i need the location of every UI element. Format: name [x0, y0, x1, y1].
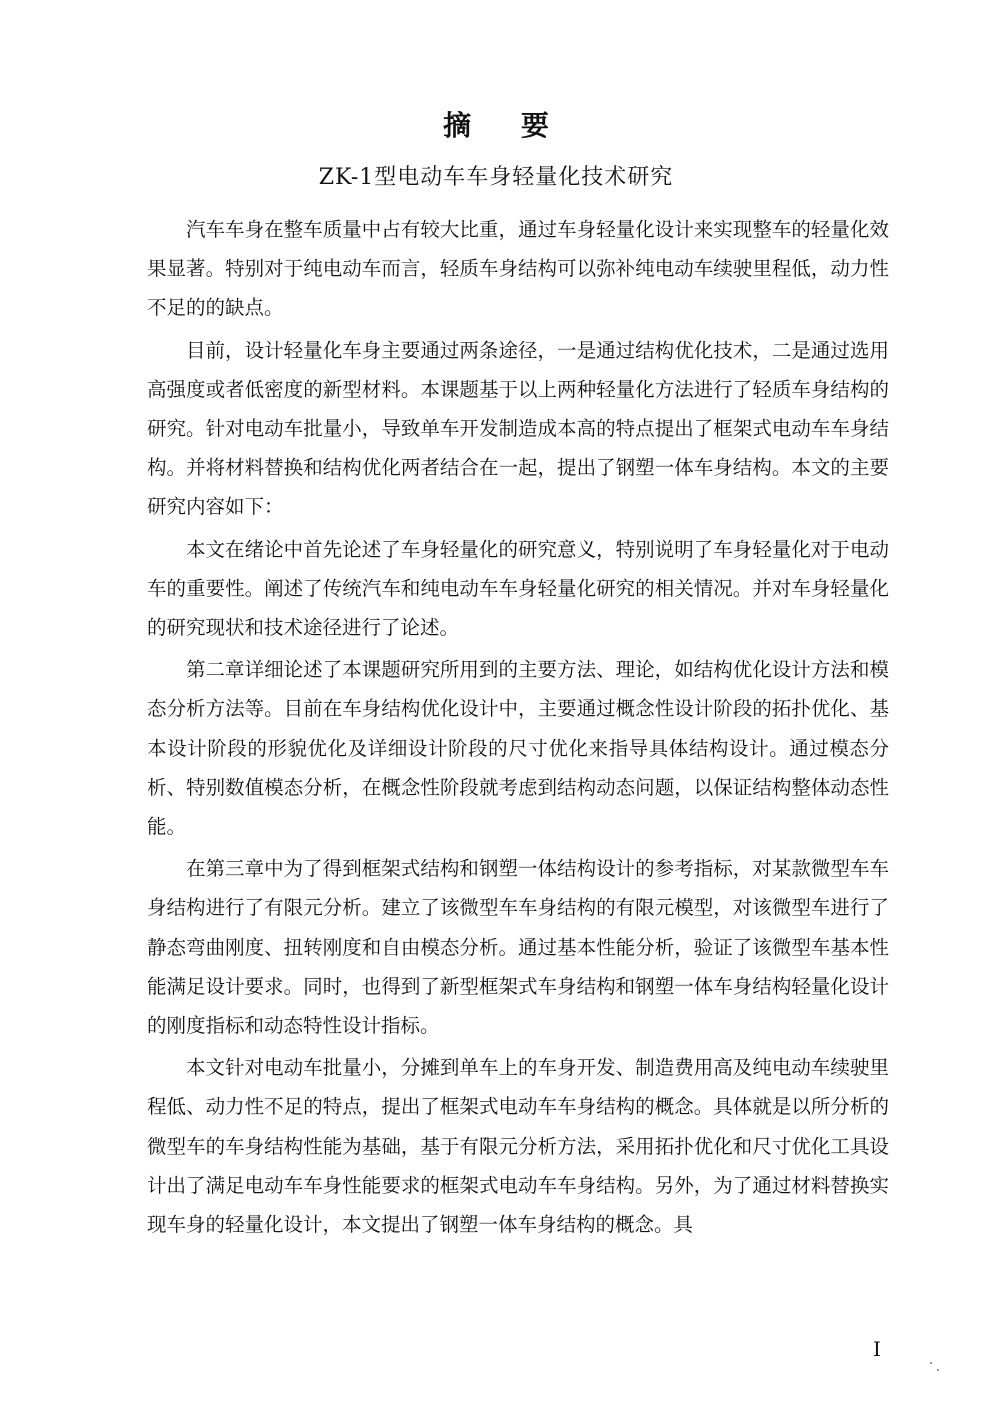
- scan-speck: [937, 1369, 939, 1371]
- abstract-body: [147, 210, 889, 1247]
- scan-speck: [930, 1362, 932, 1364]
- thesis-title: ZK-1型电动车车身轻量化技术研究: [318, 165, 674, 190]
- paragraph: 本文针对电动车批量小，分摊到单车上的车身开发、制造费用高及纯电动车续驶里程低、动力性不足的特点，提出了框架式电动车车身结构的概念。具体就是以所分析的微型车的车身结构性能为基础，基于有限元分析方法，采用拓扑优化和尺寸优化工具设计出了满足电动车车身性能要求的框架式电动车车身结构。另外，为了通过材料替换实现车身的轻量化设计，本文提出了钢塑一体车身结构的概念。具: [147, 1056, 889, 1237]
- paragraph: 第二章详细论述了本课题研究所用到的主要方法、理论，如结构优化设计方法和模态分析方法等。目前在车身结构优化设计中，主要通过概念性设计阶段的拓扑优化、基本设计阶段的形貌优化及详细设计阶段的尺寸优化来指导具体结构设计。通过模态分析、特别数值模态分析，在概念性阶段就考虑到结构动态问题，以保证结构整体动态性能。: [147, 658, 889, 839]
- paragraph: 汽车车身在整车质量中占有较大比重，通过车身轻量化设计来实现整车的轻量化效果显著。特别对于纯电动车而言，轻质车身结构可以弥补纯电动车续驶里程低，动力性不足的的缺点。: [147, 218, 889, 320]
- paragraph: 在第三章中为了得到框架式结构和钢塑一体结构设计的参考指标，对某款微型车车身结构进行了有限元分析。建立了该微型车车身结构的有限元模型，对该微型车进行了静态弯曲刚度、扭转刚度和自由模态分析。通过基本性能分析，验证了该微型车基本性能满足设计要求。同时，也得到了新型框架式车身结构和钢塑一体车身结构轻量化设计的刚度指标和动态特性设计指标。: [147, 857, 889, 1038]
- paragraph: 目前，设计轻量化车身主要通过两条途径，一是通过结构优化技术，二是通过选用高强度或者低密度的新型材料。本课题基于以上两种轻量化方法进行了轻质车身结构的研究。针对电动车批量小，导致单车开发制造成本高的特点提出了框架式电动车车身结构。并将材料替换和结构优化两者结合在一起，提出了钢塑一体车身结构。本文的主要研究内容如下：: [147, 338, 889, 519]
- abstract-heading: 摘 要: [443, 109, 569, 142]
- paragraph: 本文在绪论中首先论述了车身轻量化的研究意义，特别说明了车身轻量化对于电动车的重要性。阐述了传统汽车和纯电动车车身轻量化研究的相关情况。并对车身轻量化的研究现状和技术途径进行了论述。: [147, 537, 889, 640]
- page-number: I: [873, 1337, 881, 1361]
